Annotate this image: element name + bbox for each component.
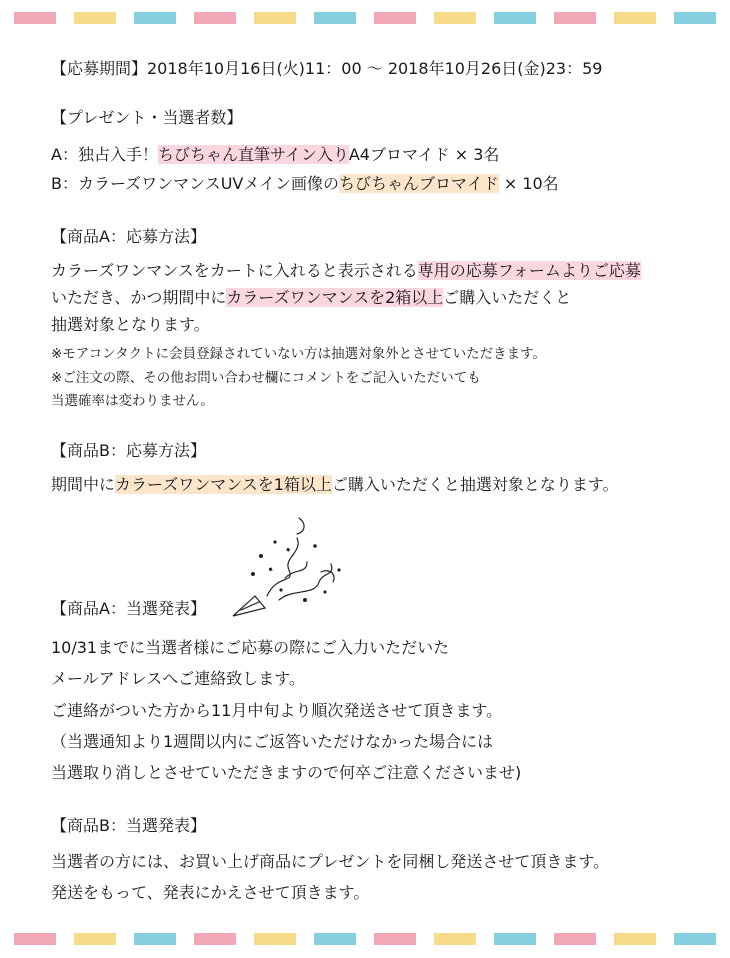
dash bbox=[254, 933, 296, 945]
top-dash-border bbox=[0, 12, 730, 24]
present-b-prefix: B：カラーズワンマンスUVメイン画像の bbox=[51, 174, 340, 193]
dash bbox=[494, 933, 536, 945]
method-a-l2-highlight: カラーズワンマンスを2箱以上 bbox=[226, 288, 444, 307]
dash bbox=[74, 12, 116, 24]
method-b-l1-highlight: カラーズワンマンスを1箱以上 bbox=[115, 475, 332, 494]
dash bbox=[554, 933, 596, 945]
announce-a-line-3: ご連絡がついた方から11月中旬より順次発送させて頂きます。 bbox=[51, 701, 503, 720]
method-a-l2-suffix: ご購入いただくと bbox=[443, 288, 572, 307]
method-b-l1-prefix: 期間中に bbox=[51, 475, 116, 494]
announce-a-heading: 【商品A：当選発表】 bbox=[51, 599, 206, 618]
dash bbox=[14, 933, 56, 945]
application-period: 【応募期間】2018年10月16日(火)11：00 〜 2018年10月26日(金)23：59 bbox=[51, 59, 603, 78]
dash bbox=[674, 933, 716, 945]
present-a-highlight: ちびちゃん直筆サイン入り bbox=[157, 145, 349, 164]
method-a-note-3: 当選確率は変わりません。 bbox=[51, 393, 214, 409]
method-a-note-1: ※モアコンタクトに会員登録されていない方は抽選対象外とさせていただきます。 bbox=[51, 346, 547, 362]
method-a-l1-highlight: 専用の応募フォームよりご応募 bbox=[417, 261, 641, 280]
dash bbox=[374, 12, 416, 24]
dash bbox=[374, 933, 416, 945]
announce-a-line-4: （当選通知より1週間以内にご返答いただけなかった場合には bbox=[51, 732, 494, 751]
dash bbox=[74, 933, 116, 945]
method-a-line-1 bbox=[51, 260, 641, 282]
dash bbox=[494, 12, 536, 24]
announce-b-heading: 【商品B：当選発表】 bbox=[51, 816, 206, 835]
method-b-l1-suffix: ご購入いただくと抽選対象となります。 bbox=[331, 475, 619, 494]
dash bbox=[194, 933, 236, 945]
dash bbox=[554, 12, 596, 24]
bottom-dash-border bbox=[0, 933, 730, 945]
present-b-highlight: ちびちゃんブロマイド bbox=[339, 174, 499, 193]
dash bbox=[434, 933, 476, 945]
present-item-b bbox=[51, 173, 559, 195]
dash bbox=[614, 933, 656, 945]
method-b-line-1 bbox=[51, 474, 619, 496]
dash bbox=[314, 12, 356, 24]
dash bbox=[674, 12, 716, 24]
dash bbox=[14, 12, 56, 24]
present-a-suffix: A4ブロマイド × 3名 bbox=[348, 145, 500, 164]
announce-b-line-1: 当選者の方には、お買い上げ商品にプレゼントを同梱し発送させて頂きます。 bbox=[51, 852, 610, 871]
present-a-prefix: A：独占入手！ bbox=[51, 145, 158, 164]
method-a-l1-prefix: カラーズワンマンスをカートに入れると表示される bbox=[51, 261, 418, 280]
dash bbox=[314, 933, 356, 945]
announce-a-line-1: 10/31までに当選者様にご応募の際にご入力いただいた bbox=[51, 638, 450, 657]
dash bbox=[134, 12, 176, 24]
method-b-heading: 【商品B：応募方法】 bbox=[51, 441, 206, 460]
method-a-note-2: ※ご注文の際、その他お問い合わせ欄にコメントをご記入いただいても bbox=[51, 370, 481, 386]
announce-b-line-2: 発送をもって、発表にかえさせて頂きます。 bbox=[51, 883, 370, 902]
present-item-a bbox=[51, 144, 499, 166]
present-b-suffix: × 10名 bbox=[498, 174, 559, 193]
announce-a-line-5: 当選取り消しとさせていただきますので何卒ご注意くださいませ) bbox=[51, 763, 522, 782]
method-a-l2-prefix: いただき、かつ期間中に bbox=[51, 288, 227, 307]
dash bbox=[434, 12, 476, 24]
method-a-heading: 【商品A：応募方法】 bbox=[51, 227, 206, 246]
party-popper-icon bbox=[225, 512, 355, 622]
dash bbox=[194, 12, 236, 24]
dash bbox=[134, 933, 176, 945]
present-heading: 【プレゼント・当選者数】 bbox=[51, 108, 243, 127]
dash bbox=[614, 12, 656, 24]
method-a-line-2 bbox=[51, 287, 571, 309]
dash bbox=[254, 12, 296, 24]
method-a-line-3: 抽選対象となります。 bbox=[51, 315, 210, 334]
announce-a-line-2: メールアドレスへご連絡致します。 bbox=[51, 669, 305, 688]
